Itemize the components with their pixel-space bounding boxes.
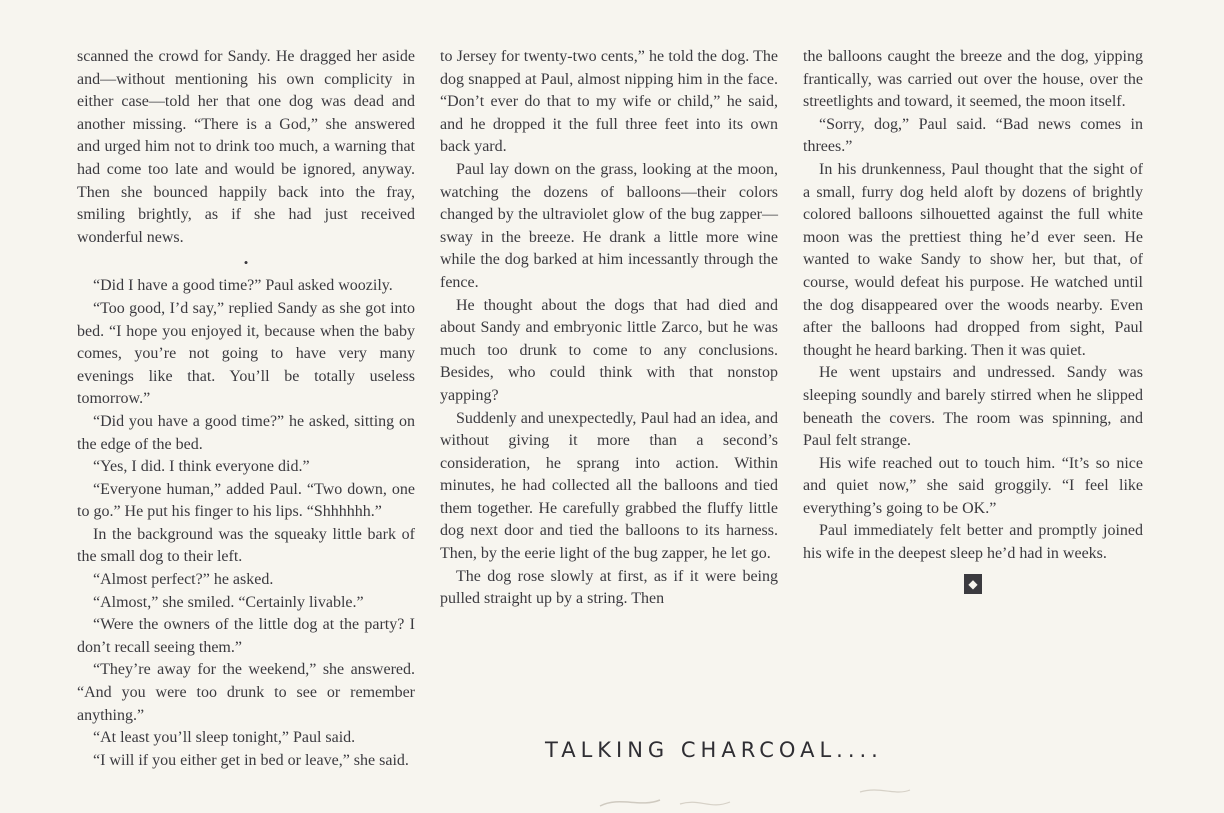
paragraph: “Did I have a good time?” Paul asked woozily. [93,277,393,295]
article-column-1 [77,46,415,772]
paragraph: “Were the owners of the little dog at the party? I don’t recall seeing them.” [77,616,415,656]
paragraph: “Did you have a good time?” he asked, sitting on the edge of the bed. [77,412,415,453]
paragraph: Paul immediately felt better and promptly joined his wife in the deepest sleep he’d had in weeks. [803,522,1143,563]
paragraph: Suddenly and unexpectedly, Paul had an idea, and without giving it more than a second’s consideration, he sprang into action. Within minutes, he had collected all the balloons and tied them together. He carefully grabbed the fluffy little dog next door and tied the balloons to its harness. Then, by the eerie light of the bug zapper, he let go. [440,409,778,563]
paragraph: He went upstairs and undressed. Sandy was sleeping soundly and barely stirred when he slipped beneath the covers. The room was spinning, and Paul felt strange. [803,364,1143,450]
paragraph: “Almost perfect?” he asked. [93,571,274,589]
paragraph: “I will if you either get in bed or leave,” she said. [93,751,409,769]
article-column-3 [803,46,1143,594]
paragraph: The dog rose slowly at first, as if it were being pulled straight up by a string. Then [440,567,778,608]
paragraph: “Too good, I’d say,” replied Sandy as she got into bed. “I hope you enjoyed it, because when the baby comes, you’re not going to have very many evenings like that. You’ll be totally useless tomorrow.” [77,299,415,408]
paragraph: scanned the crowd for Sandy. He dragged her aside and—without mentioning his own complicity in either case—told her that one dog was dead and another missing. “There is a God,” she answered and urged him not to drink too much, a warning that had come too late and would be ignored, anyway. Then she bounced happily back into the fray, smiling brightly, as if she had just received wonderful news. [77,48,415,246]
rabbit-head-end-mark-icon: ◆ [964,574,982,594]
paragraph: In his drunkenness, Paul thought that the sight of a small, furry dog held aloft by dozens of brightly colored balloons silhouetted against the full white moon was the prettiest thing he’d ever seen. He wanted to wake Sandy to show her, but that, of course, would defeat his purpose. He watched until the dog disappeared over the woods nearby. Even after the balloons had dropped from sight, Paul thought he heard barking. Then it was quiet. [803,160,1143,359]
paragraph: “Almost,” she smiled. “Certainly livable.” [93,593,364,611]
paragraph: “Sorry, dog,” Paul said. “Bad news comes in threes.” [803,115,1143,156]
section-separator: • [243,255,249,271]
paragraph: “They’re away for the weekend,” she answered. “And you were too drunk to see or remember anything.” [77,661,415,724]
paragraph: the balloons caught the breeze and the dog, yipping frantically, was carried out over the house, over the streetlights and toward, it seemed, the moon itself. [803,48,1143,111]
paragraph: to Jersey for twenty-two cents,” he told the dog. The dog snapped at Paul, almost nipping him in the face. “Don’t ever do that to my wife or child,” he said, and he dropped it the full three feet into its own back yard. [440,48,778,156]
cartoon-sketch-lines [560,778,960,813]
paragraph: “Everyone human,” added Paul. “Two down, one to go.” He put his finger to his lips. “Shhhhhh.” [77,480,415,521]
paragraph: “At least you’ll sleep tonight,” Paul said. [93,729,356,747]
cartoon-caption: TALKING CHARCOAL.... [545,738,883,762]
article-column-2 [440,46,778,611]
paragraph: “Yes, I did. I think everyone did.” [93,458,310,476]
paragraph: In the background was the squeaky little bark of the small dog to their left. [77,525,415,566]
paragraph: He thought about the dogs that had died and about Sandy and embryonic little Zarco, but he was much too drunk to come to any conclusions. Besides, who could think with that nonstop yapping? [440,296,778,404]
paragraph: Paul lay down on the grass, looking at the moon, watching the dozens of balloons—their colors changed by the ultraviolet glow of the bug zapper—sway in the breeze. He drank a little more wine while the dog barked at him incessantly through the fence. [440,160,778,291]
paragraph: His wife reached out to touch him. “It’s so nice and quiet now,” she said groggily. “I feel like everything’s going to be OK.” [803,454,1143,517]
